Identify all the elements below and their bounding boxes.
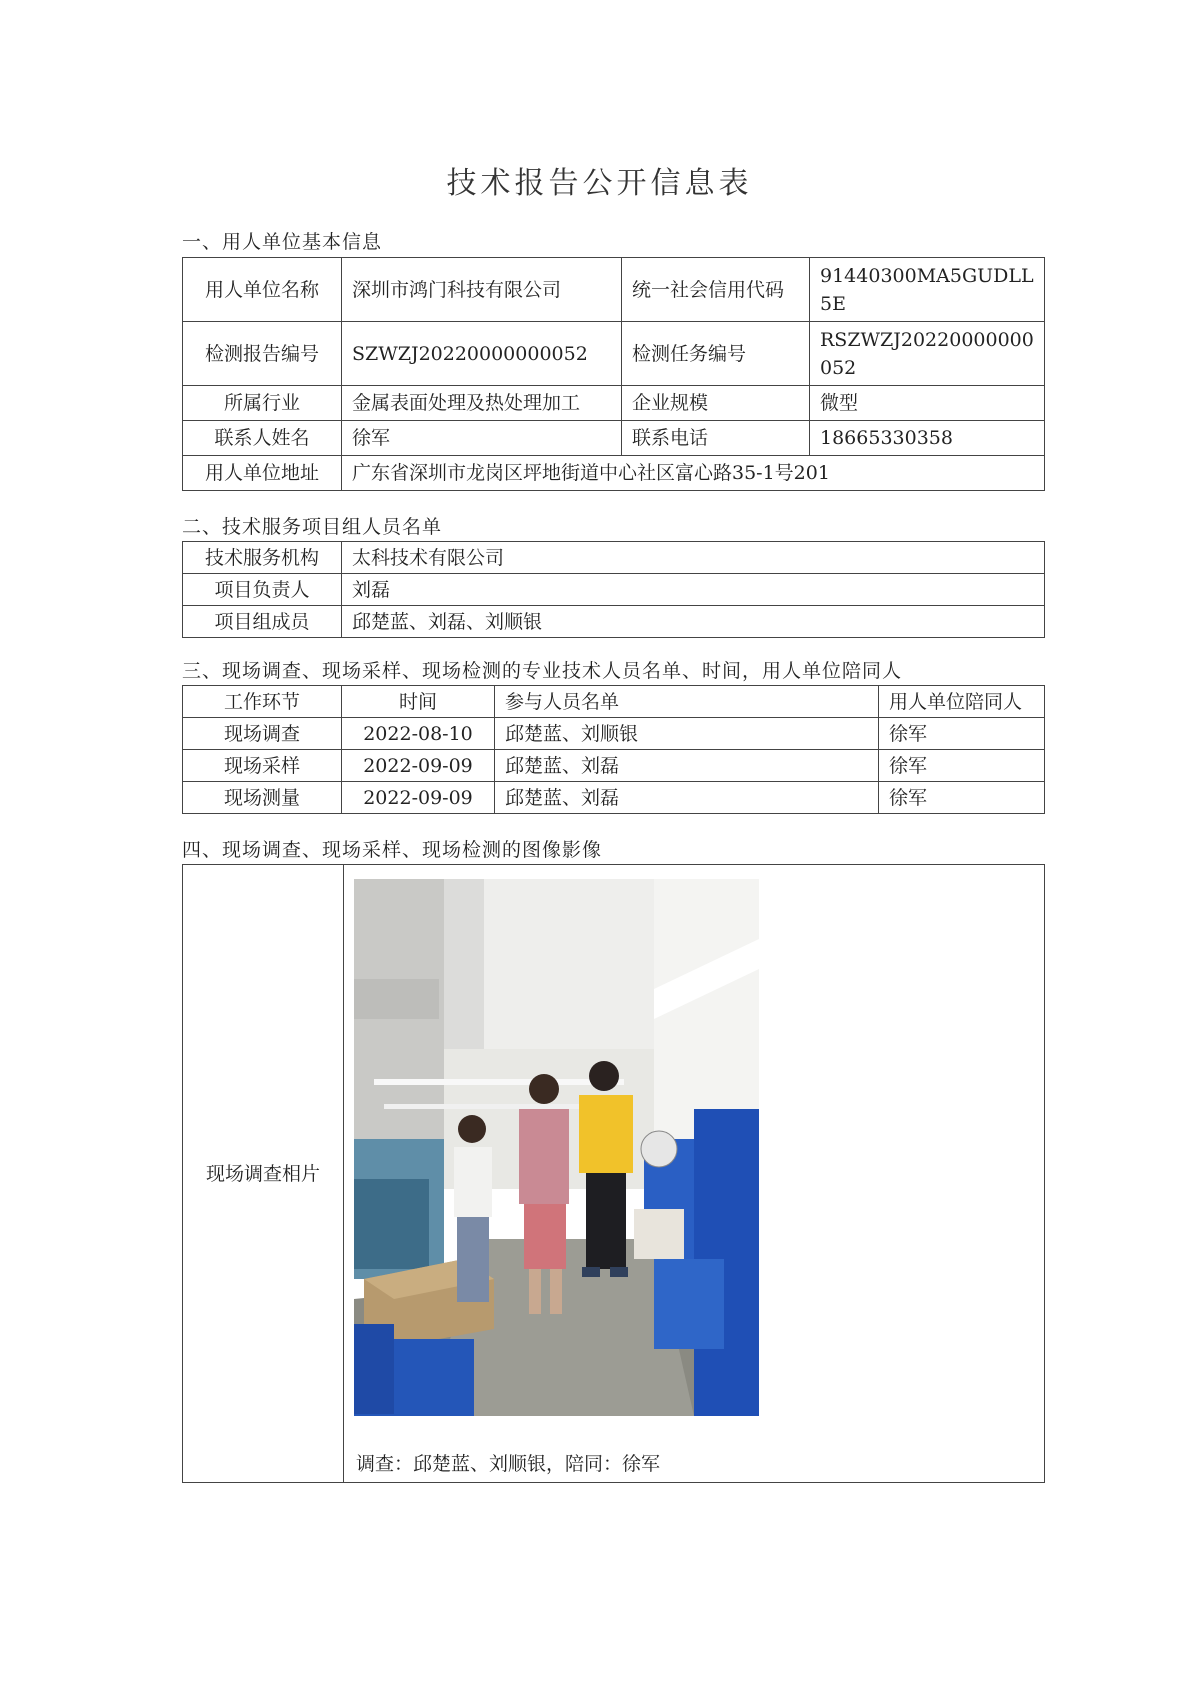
value-company-name: 深圳市鸿门科技有限公司: [342, 258, 622, 322]
cell-participants: 邱楚蓝、刘顺银: [495, 718, 879, 750]
label-report-number: 检测报告编号: [183, 322, 342, 386]
team-table: [182, 541, 1045, 638]
value-project-leader: 刘磊: [342, 574, 1045, 606]
cell-escort: 徐军: [879, 718, 1045, 750]
photo-table: [182, 864, 1045, 1483]
cell-stage: 现场测量: [183, 782, 342, 814]
column-header: 参与人员名单: [495, 686, 879, 718]
section4-heading: 四、现场调查、现场采样、现场检测的图像影像: [182, 839, 603, 861]
cell-date: 2022-09-09: [342, 782, 495, 814]
label-service-org: 技术服务机构: [183, 542, 342, 574]
table-row: [183, 421, 1045, 456]
table-row: [183, 750, 1045, 782]
section2-heading: 二、技术服务项目组人员名单: [182, 516, 443, 538]
label-project-leader: 项目负责人: [183, 574, 342, 606]
label-company-name: 用人单位名称: [183, 258, 342, 322]
cell-escort: 徐军: [879, 782, 1045, 814]
value-credit-code: 91440300MA5GUDLL5E: [810, 258, 1045, 322]
label-credit-code: 统一社会信用代码: [622, 258, 810, 322]
cell-escort: 徐军: [879, 750, 1045, 782]
cell-stage: 现场采样: [183, 750, 342, 782]
label-contact-phone: 联系电话: [622, 421, 810, 456]
value-task-number: RSZWZJ20220000000052: [810, 322, 1045, 386]
column-header: 用人单位陪同人: [879, 686, 1045, 718]
table-row: [183, 322, 1045, 386]
value-industry: 金属表面处理及热处理加工: [342, 386, 622, 421]
table-row: [183, 542, 1045, 574]
column-header: 时间: [342, 686, 495, 718]
section3-heading: 三、现场调查、现场采样、现场检测的专业技术人员名单、时间，用人单位陪同人: [182, 660, 903, 682]
value-contact-phone: 18665330358: [810, 421, 1045, 456]
site-survey-photo: [354, 879, 759, 1416]
table-row: [183, 386, 1045, 421]
value-company-size: 微型: [810, 386, 1045, 421]
table-row: [183, 258, 1045, 322]
label-survey-photo: 现场调查相片: [183, 865, 344, 1483]
label-industry: 所属行业: [183, 386, 342, 421]
table-row: [183, 606, 1045, 638]
table-row: [183, 574, 1045, 606]
value-service-org: 太科技术有限公司: [342, 542, 1045, 574]
table-row: [183, 782, 1045, 814]
label-team-members: 项目组成员: [183, 606, 342, 638]
table-row: [183, 456, 1045, 491]
table-row: [183, 718, 1045, 750]
label-company-size: 企业规模: [622, 386, 810, 421]
section1-heading: 一、用人单位基本信息: [182, 231, 383, 253]
label-address: 用人单位地址: [183, 456, 342, 491]
table-row: [183, 865, 1045, 1483]
fieldwork-table: [182, 685, 1045, 814]
label-task-number: 检测任务编号: [622, 322, 810, 386]
cell-date: 2022-08-10: [342, 718, 495, 750]
document-title: 技术报告公开信息表: [446, 166, 753, 201]
value-address: 广东省深圳市龙岗区坪地街道中心社区富心路35-1号201: [342, 456, 1045, 491]
photo-cell: [344, 865, 1045, 1483]
table-header-row: [183, 686, 1045, 718]
cell-participants: 邱楚蓝、刘磊: [495, 750, 879, 782]
value-team-members: 邱楚蓝、刘磊、刘顺银: [342, 606, 1045, 638]
photo-caption: 调查：邱楚蓝、刘顺银，陪同：徐军: [356, 1453, 661, 1475]
basic-info-table: [182, 257, 1045, 491]
cell-participants: 邱楚蓝、刘磊: [495, 782, 879, 814]
value-contact-name: 徐军: [342, 421, 622, 456]
value-report-number: SZWZJ20220000000052: [342, 322, 622, 386]
cell-date: 2022-09-09: [342, 750, 495, 782]
label-contact-name: 联系人姓名: [183, 421, 342, 456]
column-header: 工作环节: [183, 686, 342, 718]
cell-stage: 现场调查: [183, 718, 342, 750]
